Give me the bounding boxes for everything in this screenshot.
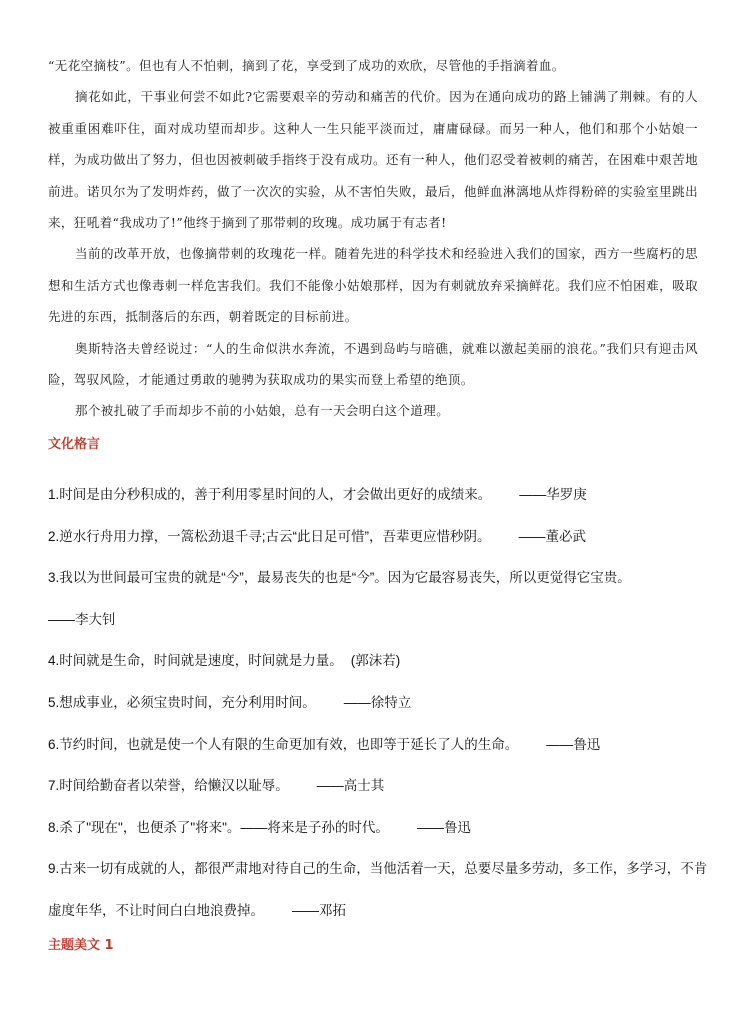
quote-text: 7.时间给勤奋者以荣誉，给懒汉以耻辱。 — [48, 778, 289, 794]
section-heading-zhuti-meiwen: 主题美文 1 — [48, 938, 114, 953]
essay-section — [48, 50, 698, 427]
quote-item — [48, 724, 708, 766]
quote-text: 9.古来一切有成就的人，都很严肃地对待自己的生命，当他活着一天，总要尽量多劳动，多工作，多学习，不肯虚度年华，不让时间白白地浪费掉。 — [48, 861, 708, 918]
essay-paragraph: 奥斯特洛夫曾经说过：“人的生命似洪水奔流，不遇到岛屿与暗礁，就难以激起美丽的浪花。”我们只有迎击风险，驾驭风险，才能通过勇敢的驰骋为获取成功的果实而登上希望的绝顶。 — [48, 340, 698, 388]
quotes-list — [48, 474, 708, 932]
quote-item — [48, 640, 708, 682]
essay-paragraph: 那个被扎破了手而却步不前的小姑娘，总有一天会明白这个道理。 — [75, 403, 450, 419]
quote-item — [48, 765, 708, 807]
quote-item — [48, 557, 708, 640]
section-heading-wenhua-geyan: 文化格言 — [48, 437, 101, 452]
quote-item — [48, 848, 708, 931]
quote-author: ——鲁迅 — [416, 819, 471, 835]
quote-text: 3.我以为世间最可宝贵的就是“今”，最易丧失的也是“今”。因为它最容易丧失，所以更觉得它宝贵。 — [48, 570, 631, 586]
quote-text: 5.想成事业，必须宝贵时间，充分利用时间。 — [48, 694, 316, 710]
quote-item — [48, 807, 708, 849]
quote-author: ——李大钊 — [48, 611, 116, 627]
quote-author: ——鲁迅 — [546, 736, 601, 752]
quote-author: ——徐特立 — [343, 694, 412, 710]
quote-text: 6.节约时间，也就是使一个人有限的生命更加有效，也即等于延长了人的生命。 — [48, 736, 519, 752]
quote-item — [48, 516, 708, 558]
quote-author: ——董必武 — [518, 528, 586, 544]
quote-author: ——邓拓 — [292, 902, 346, 918]
quote-author: (郭沫若) — [350, 653, 401, 669]
essay-paragraph: “无花空摘枝”。但也有人不怕刺，摘到了花，享受到了成功的欢欣，尽管他的手指滴着血。 — [48, 58, 565, 73]
quote-author: ——华罗庚 — [519, 487, 587, 502]
essay-paragraph: 当前的改革开放，也像摘带刺的玫瑰花一样。随着先进的科学技术和经验进入我们的国家，西方一些腐朽的思想和生活方式也像毒刺一样危害我们。我们不能像小姑娘那样，因为有刺就放弃采摘鲜花。我们应不怕困难，吸取先进的东西，抵制落后的东西，朝着既定的目标前进。 — [48, 246, 698, 325]
quote-text: 2.逆水行舟用力撑，一篙松劲退千寻;古云“此日足可惜”，吾辈更应惜秒阴。 — [48, 528, 491, 544]
quote-item — [48, 682, 708, 724]
quote-author: ——高士其 — [316, 778, 385, 794]
quote-text: 1.时间是由分秒积成的，善于利用零星时间的人，才会做出更好的成绩来。 — [48, 487, 492, 502]
essay-paragraph: 摘花如此，干事业何尝不如此?它需要艰辛的劳动和痛苦的代价。因为在通向成功的路上铺满了荆棘。有的人被重重困难吓住，面对成功望而却步。这种人一生只能平淡而过，庸庸碌碌。而另一种人，他们和那个小姑娘一样，为成功做出了努力，但也因被刺破手指终于没有成功。还有一种人，他们忍受着被刺的痛苦，在困难中艰苦地前进。诺贝尔为了发明炸药，做了一次次的实验，从不害怕失败，最后，他鲜血淋漓地从炸得粉碎的实验室里跳出来，狂吼着“我成功了!”他终于摘到了那带刺的玫瑰。成功属于有志者! — [48, 89, 698, 231]
quote-text: 4.时间就是生命，时间就是速度，时间就是力量。 — [48, 653, 343, 669]
quote-item — [48, 474, 708, 516]
quote-text: 8.杀了"现在"，也便杀了"将来"。——将来是子孙的时代。 — [48, 819, 389, 835]
